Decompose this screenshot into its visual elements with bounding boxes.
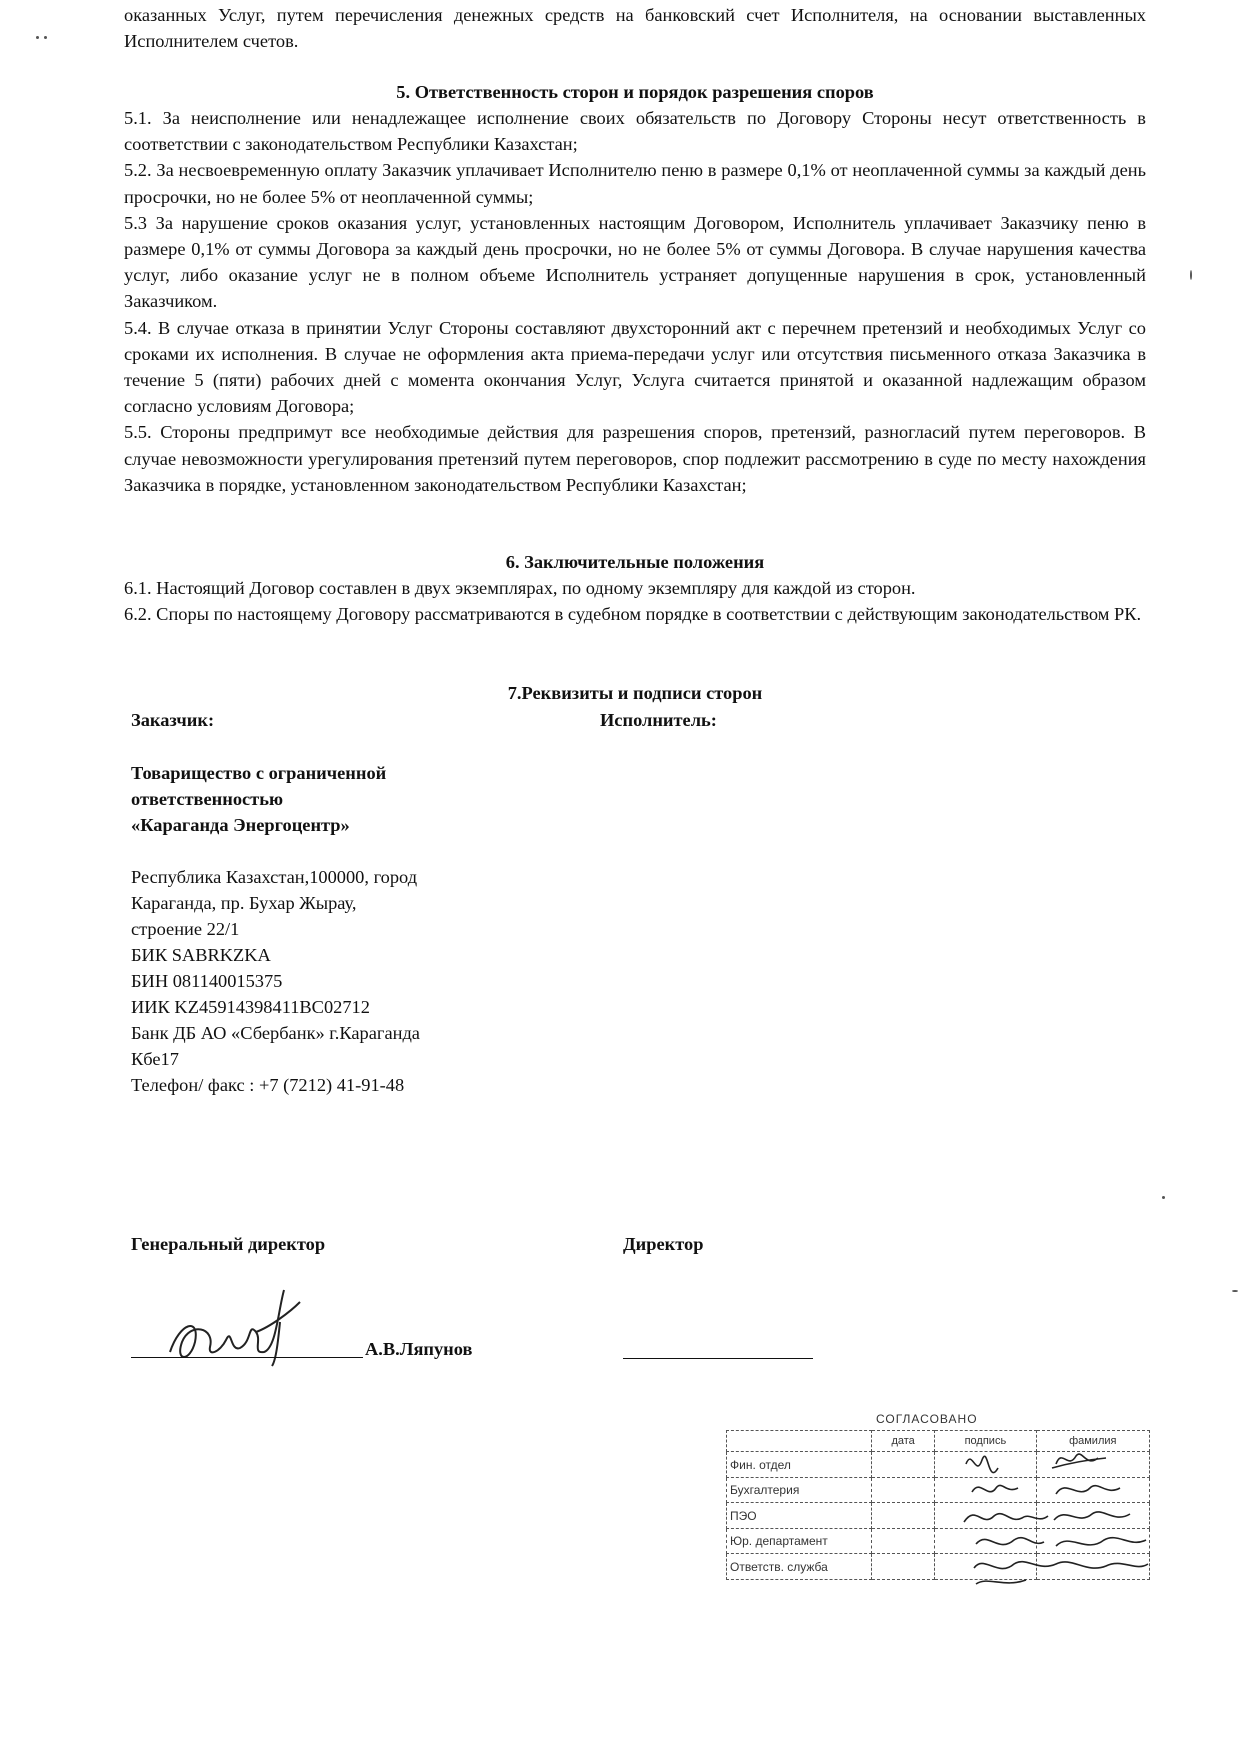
- contractor-label: Исполнитель:: [600, 710, 717, 730]
- customer-signature: [160, 1282, 330, 1372]
- kbe: Кбе17: [131, 1049, 179, 1069]
- section-5-body: [124, 105, 1146, 498]
- stamp-row-label: Ответств. служба: [727, 1554, 872, 1580]
- intro-paragraph: оказанных Услуг, путем перечисления денежных средств на банковский счет Исполнителя, на основании выставленных Исполнителем счетов.: [124, 5, 1146, 52]
- stamp-header-date: дата: [872, 1431, 935, 1452]
- stamp-row-label: Юр. департамент: [727, 1528, 872, 1554]
- customer-company: [131, 760, 511, 838]
- stamp-row-label: ПЭО: [727, 1503, 872, 1529]
- stamp-header-surname: фамилия: [1036, 1431, 1149, 1452]
- clause-5-4: 5.4. В случае отказа в принятии Услуг Стороны составляют двухсторонний акт с перечнем претензий и необходимых Услуг со сроками их исполнения. В случае не оформления акта приема-передачи услуг или отсутствия письменного отказа Заказчика в течение 5 (пяти) рабочих дней с момента окончания Услуг, Услуга считается принятой и оказанной надлежащим образом согласно условиям Договора;: [124, 317, 1146, 417]
- bin: БИН 081140015375: [131, 971, 283, 991]
- clause-5-1: 5.1. За неисполнение или ненадлежащее исполнение своих обязательств по Договору Стороны несут ответственность в соответствии с законодательством Республики Казахстан;: [124, 108, 1146, 155]
- customer-label: Заказчик:: [131, 710, 215, 730]
- iik: ИИК KZ45914398411BC02712: [131, 997, 370, 1017]
- approval-signatures: [726, 1408, 1150, 1588]
- customer-requisites: [131, 864, 551, 1098]
- contractor-signature-line: [623, 1358, 813, 1359]
- address-line-1: Республика Казахстан,100000, город: [131, 867, 418, 887]
- scan-speck: [1162, 1196, 1165, 1199]
- company-line-3: «Караганда Энергоцентр»: [131, 815, 350, 835]
- stamp-row-label: Бухгалтерия: [727, 1477, 872, 1503]
- address-line-2: Караганда, пр. Бухар Жырау,: [131, 893, 357, 913]
- contractor-position: Директор: [623, 1234, 704, 1254]
- scan-speck: [44, 36, 47, 39]
- stamp-row-label: Фин. отдел: [727, 1452, 872, 1478]
- customer-signature-line: [131, 1357, 363, 1358]
- section-7-title: 7.Реквизиты и подписи сторон: [507, 683, 763, 703]
- customer-position: Генеральный директор: [131, 1234, 326, 1254]
- company-line-2: ответственностью: [131, 789, 283, 809]
- customer-signatory-name: А.В.Ляпунов: [365, 1339, 473, 1359]
- clause-6-1: 6.1. Настоящий Договор составлен в двух экземплярах, по одному экземпляру для каждой из сторон.: [124, 578, 916, 598]
- scan-speck: [1190, 270, 1192, 280]
- bank: Банк ДБ АО «Сбербанк» г.Караганда: [131, 1023, 420, 1043]
- clause-5-2: 5.2. За несвоевременную оплату Заказчик уплачивает Исполнителю пеню в размере 0,1% от неоплаченной суммы за каждый день просрочки, но не более 5% от неоплаченной суммы;: [124, 160, 1146, 207]
- bik: БИК SABRKZKA: [131, 945, 271, 965]
- clause-5-5: 5.5. Стороны предпримут все необходимые действия для разрешения споров, претензий, разногласий путем переговоров. В случае невозможности урегулирования претензий путем переговоров, спор подлежит рассмотрению в суде по месту нахождения Заказчика в порядке, установленном законодательством Республики Казахстан;: [124, 422, 1146, 495]
- scan-speck: [36, 36, 39, 39]
- stamp-header-signature: подпись: [935, 1431, 1036, 1452]
- address-line-3: строение 22/1: [131, 919, 240, 939]
- scan-speck: [1232, 1290, 1238, 1292]
- stamp-title: СОГЛАСОВАНО: [876, 1412, 978, 1426]
- clause-6-2: 6.2. Споры по настоящему Договору рассматриваются в судебном порядке в соответствии с действующим законодательством РК.: [124, 604, 1142, 625]
- section-6-body: [124, 575, 1146, 627]
- section-5-title: 5. Ответственность сторон и порядок разрешения споров: [396, 82, 874, 102]
- approval-stamp: [726, 1408, 1150, 1588]
- section-6-title: 6. Заключительные положения: [505, 552, 765, 572]
- phone: Телефон/ факс : +7 (7212) 41-91-48: [131, 1075, 405, 1095]
- clause-5-3: 5.3 За нарушение сроков оказания услуг, установленных настоящим Договором, Исполнитель уплачивает Заказчику пеню в размере 0,1% от суммы Договора за каждый день просрочки, но не более 5% от суммы Договора. В случае нарушения качества услуг, либо оказание услуг не в полном объеме Исполнитель устраняет допущенные нарушения в срок, установленный Заказчиком.: [124, 212, 1146, 312]
- intro-text: [124, 2, 1146, 54]
- company-line-1: Товарищество с ограниченной: [131, 763, 387, 783]
